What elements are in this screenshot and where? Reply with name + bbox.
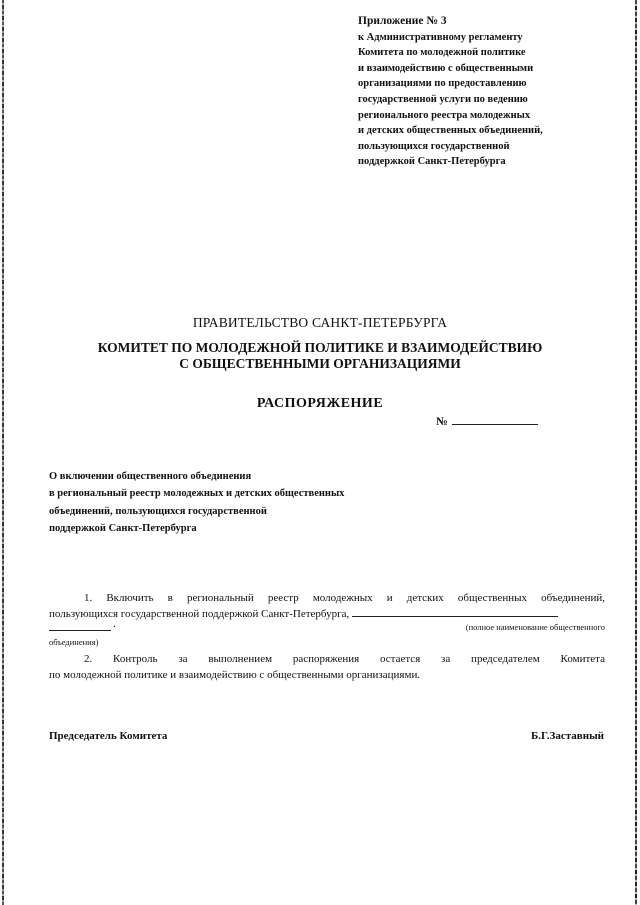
subject-line: поддержкой Санкт-Петербурга [49,522,197,534]
subject-line: объединений, пользующихся государственной [49,505,267,517]
appendix-line: поддержкой Санкт-Петербурга [358,156,506,168]
government-heading: ПРАВИТЕЛЬСТВО САНКТ-ПЕТЕРБУРГА [192,315,448,330]
scan-edge-left [2,0,4,905]
paragraph-2-line2: по молодежной политике и взаимодействию с общественными организациями. [49,669,421,681]
organization-name-blank[interactable] [352,606,558,617]
subject-line: О включении общественного объединения [49,471,252,482]
paragraph-2-line1: 2. Контроль за выполнением распоряжения остается за председателем Комитета [84,653,605,665]
appendix-line: и детских общественных объединений, [358,125,543,137]
field-hint-left: объединения) [49,637,99,647]
appendix-note [358,14,618,170]
subject-line: в региональный реестр молодежных и детских общественных [49,488,345,500]
order-subject [49,468,449,537]
committee-heading [0,340,640,372]
order-number [436,414,538,428]
field-hint-right: (полное наименование общественного [465,622,605,632]
appendix-line: государственной услуги по ведению [358,93,528,105]
appendix-line: Приложение № 3 [358,15,447,27]
organization-name-blank-continued[interactable] [49,622,111,631]
number-sign: № [436,416,448,428]
sentence-end-dot: . [113,618,116,630]
scan-edge-right [635,0,637,905]
appendix-line: к Административному регламенту [358,31,523,43]
committee-heading-line2: С ОБЩЕСТВЕННЫМИ ОРГАНИЗАЦИЯМИ [179,356,461,371]
paragraph-1-line1: 1. Включить в региональный реестр молодежных и детских общественных объединений, [84,592,605,604]
signatory-name: Б.Г.Заставный [531,730,604,742]
committee-heading-line1: КОМИТЕТ ПО МОЛОДЕЖНОЙ ПОЛИТИКЕ И ВЗАИМОДЕЙСТВИЮ [97,340,543,355]
appendix-line: регионального реестра молодежных [358,109,531,121]
appendix-line: Комитета по молодежной политике [358,47,526,59]
document-type-title: РАСПОРЯЖЕНИЕ [256,396,384,411]
paragraph-1-line2-text: пользующихся государственной поддержкой Санкт-Петербурга, [49,608,350,620]
number-blank-line[interactable] [452,414,538,425]
appendix-line: и взаимодействию с общественными [358,62,534,74]
signatory-position: Председатель Комитета [49,730,168,742]
organization-name-row [49,620,605,634]
appendix-line: организациями по предоставлению [358,78,527,90]
appendix-line: пользующихся государственной [358,140,510,152]
paragraph-2 [49,651,605,683]
paragraph-1 [49,590,605,622]
